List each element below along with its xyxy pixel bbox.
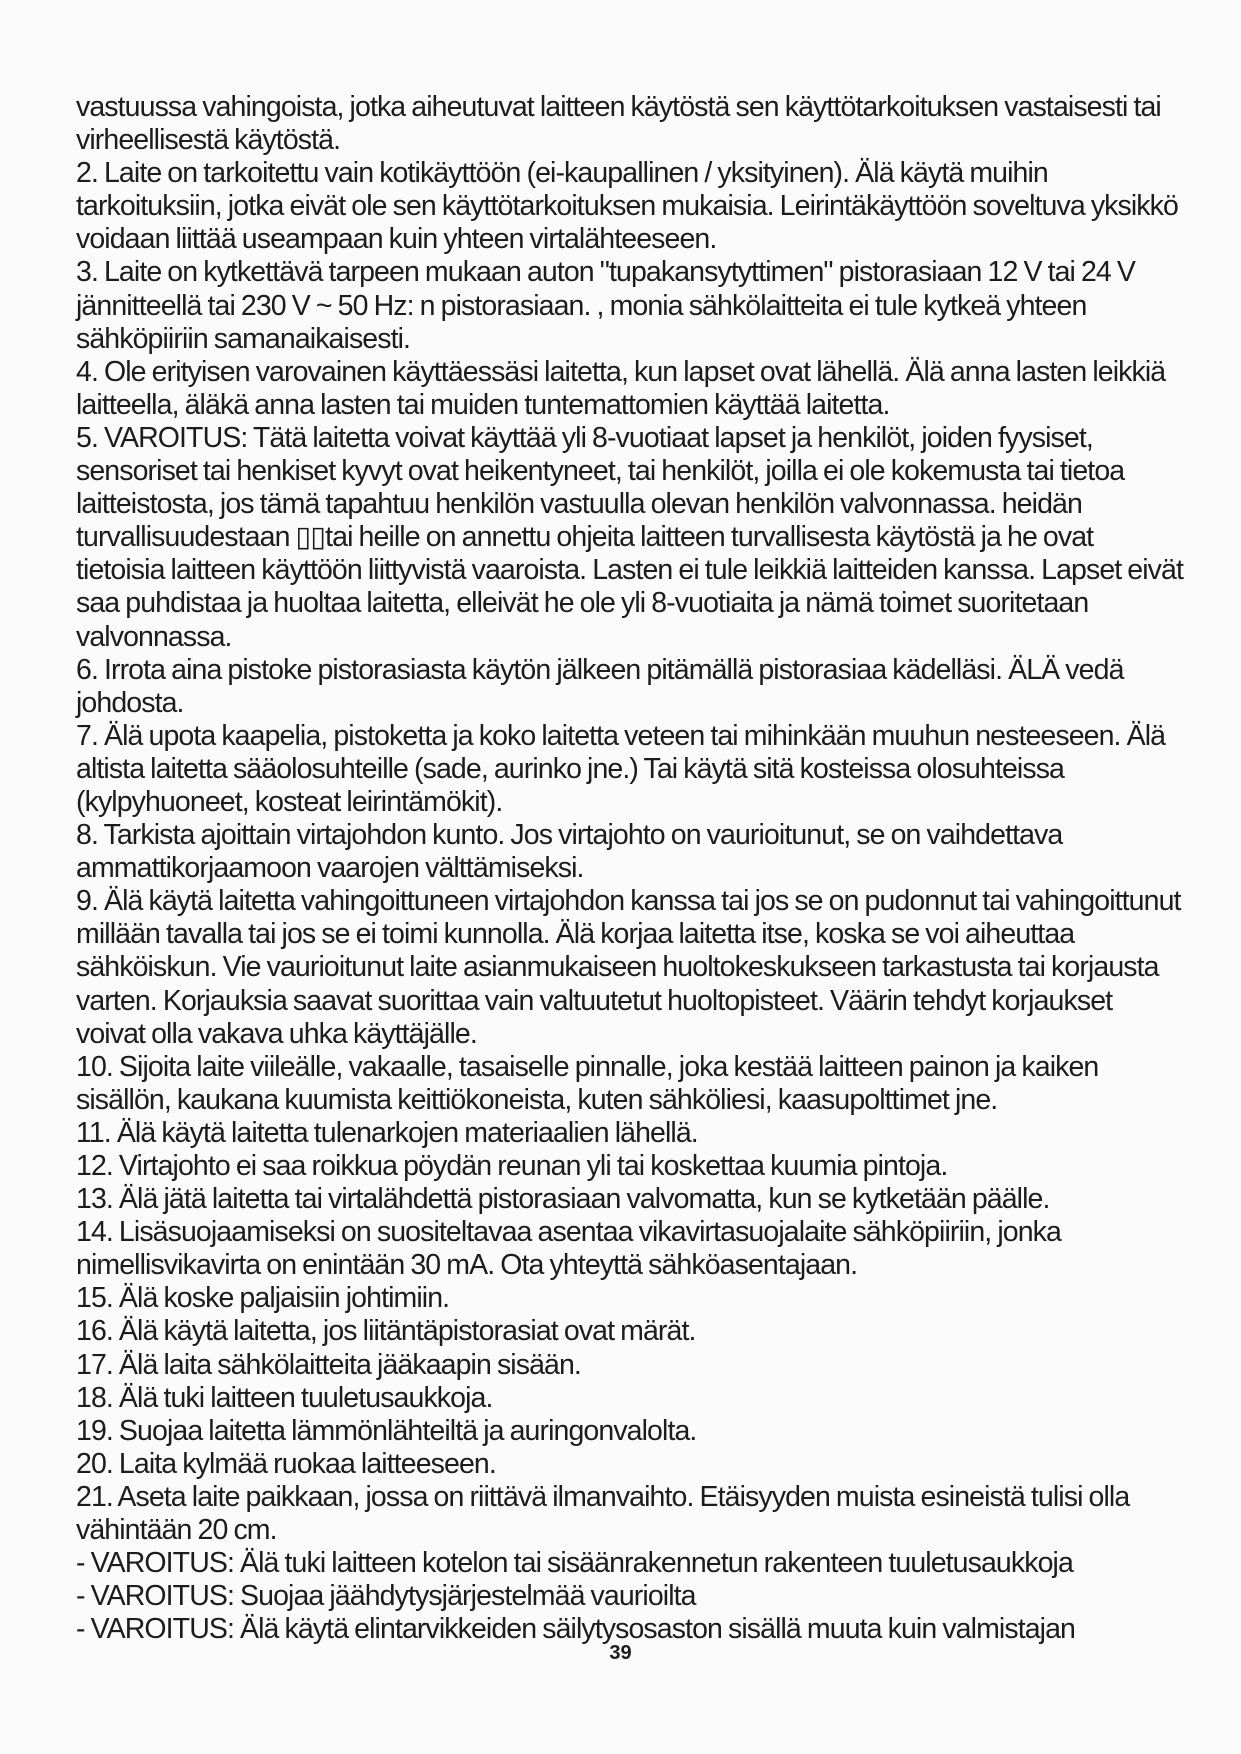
list-item-13: 13. Älä jätä laitetta tai virtalähdettä pistorasiaan valvomatta, kun se kytketään päälle. [76,1183,1050,1216]
warning-item-3: - VAROITUS: Älä käytä elintarvikkeiden säilytysosaston sisällä muuta kuin valmistajan [76,1613,1075,1646]
list-item-14: 14. Lisäsuojaamiseksi on suositeltavaa asentaa vikavirtasuojalaite sähköpiiriin, jonka nimellisvikavirta on enintään 30 mA. Ota yhteyttä sähköasentajaan. [76,1216,1061,1282]
page-number: 39 [609,1642,632,1664]
list-item-5: 5. VAROITUS: Tätä laitetta voivat käyttää yli 8-vuotiaat lapset ja henkilöt, joiden fyysiset, sensoriset tai henkiset kyvyt ovat heikentyneet, tai henkilöt, joilla ei ole kokemusta tai tietoa laitteistosta, jos tämä tapahtuu henkilön vastuulla olevan henkilön valvonnassa. heidän turvallisuudestaan ▯▯tai heille on annettu ohjeita laitteen turvallisesta käytöstä ja he ovat tietoisia laitteen käyttöön liittyvistä vaaroista. Lasten ei tule leikkiä laitteiden kanssa. Lapset eivät saa puhdistaa ja huoltaa laitetta, elleivät he ole yli 8-vuotiaita ja nämä toimet suoritetaan valvonnassa. [76,421,1184,653]
list-item-4: 4. Ole erityisen varovainen käyttäessäsi laitetta, kun lapset ovat lähellä. Älä anna lasten leikkiä laitteella, äläkä anna lasten tai muiden tuntemattomien käyttää laitetta. [76,355,1166,421]
list-item-10: 10. Sijoita laite viileälle, vakaalle, tasaiselle pinnalle, joka kestää laitteen painon ja kaiken sisällön, kaukana kuumista keittiökoneista, kuten sähköliesi, kaasupolttimet jne. [76,1050,1099,1116]
list-item-6: 6. Irrota aina pistoke pistorasiasta käytön jälkeen pitämällä pistorasiaa kädelläsi. ÄLÄ vedä johdosta. [76,653,1124,719]
list-item-9: 9. Älä käytä laitetta vahingoittuneen virtajohdon kanssa tai jos se on pudonnut tai vahingoittunut millään tavalla tai jos se ei toimi kunnolla. Älä korjaa laitetta itse, koska se voi aiheuttaa sähköiskun. Vie vaurioitunut laite asianmukaiseen huoltokeskukseen tarkastusta tai korjausta varten. Korjauksia saavat suorittaa vain valtuutetut huoltopisteet. Väärin tehdyt korjaukset voivat olla vakava uhka käyttäjälle. [76,885,1181,1050]
list-item-16: 16. Älä käytä laitetta, jos liitäntäpistorasiat ovat märät. [76,1315,696,1348]
list-item-12: 12. Virtajohto ei saa roikkua pöydän reunan yli tai koskettaa kuumia pintoja. [76,1150,948,1182]
list-item-2: 2. Laite on tarkoitettu vain kotikäyttöön (ei-kaupallinen / yksityinen). Älä käytä muihin tarkoituksiin, jotka eivät ole sen käyttötarkoituksen mukaisia. Leirintäkäyttöön soveltuva yksikkö voidaan liittää useampaan kuin yhteen virtalähteeseen. [76,157,1178,256]
list-item-15: 15. Älä koske paljaisiin johtimiin. [76,1282,450,1315]
list-item-11: 11. Älä käytä laitetta tulenarkojen materiaalien lähellä. [76,1116,698,1149]
list-item-17: 17. Älä laita sähkölaitteita jääkaapin sisään. [76,1348,581,1381]
list-item-19: 19. Suojaa laitetta lämmönlähteiltä ja auringonvalolta. [76,1414,697,1447]
paragraph-continuation: vastuussa vahingoista, jotka aiheutuvat laitteen käytöstä sen käyttötarkoituksen vastaisesti tai virheellisestä käytöstä. [76,91,1161,157]
list-item-7: 7. Älä upota kaapelia, pistoketta ja koko laitetta veteen tai mihinkään muuhun nesteeseen. Älä altista laitetta sääolosuhteille (sade, aurinko jne.) Tai käytä sitä kosteissa olosuhteissa (kylpyhuoneet, kosteat leirintämökit). [76,719,1166,818]
warning-item-2: - VAROITUS: Suojaa jäähdytysjärjestelmää vaurioilta [76,1580,696,1613]
list-item-8: 8. Tarkista ajoittain virtajohdon kunto. Jos virtajohto on vaurioitunut, se on vaihdettava ammattikorjaamoon vaarojen välttämiseksi. [76,819,1063,885]
list-item-18: 18. Älä tuki laitteen tuuletusaukkoja. [76,1381,493,1414]
warning-item-1: - VAROITUS: Älä tuki laitteen kotelon tai sisäänrakennetun rakenteen tuuletusaukkoja [76,1547,1073,1580]
list-item-3: 3. Laite on kytkettävä tarpeen mukaan auton "tupakansytyttimen" pistorasiaan 12 V tai 24 V jännitteellä tai 230 V ~ 50 Hz: n pistorasiaan. , monia sähkölaitteita ei tule kytkeä yhteen sähköpiiriin samanaikaisesti. [76,256,1136,355]
page-body [76,91,1184,1646]
list-item-20: 20. Laita kylmää ruokaa laitteeseen. [76,1447,496,1480]
list-item-21: 21. Aseta laite paikkaan, jossa on riittävä ilmanvaihto. Etäisyyden muista esineistä tulisi olla vähintään 20 cm. [76,1480,1130,1547]
